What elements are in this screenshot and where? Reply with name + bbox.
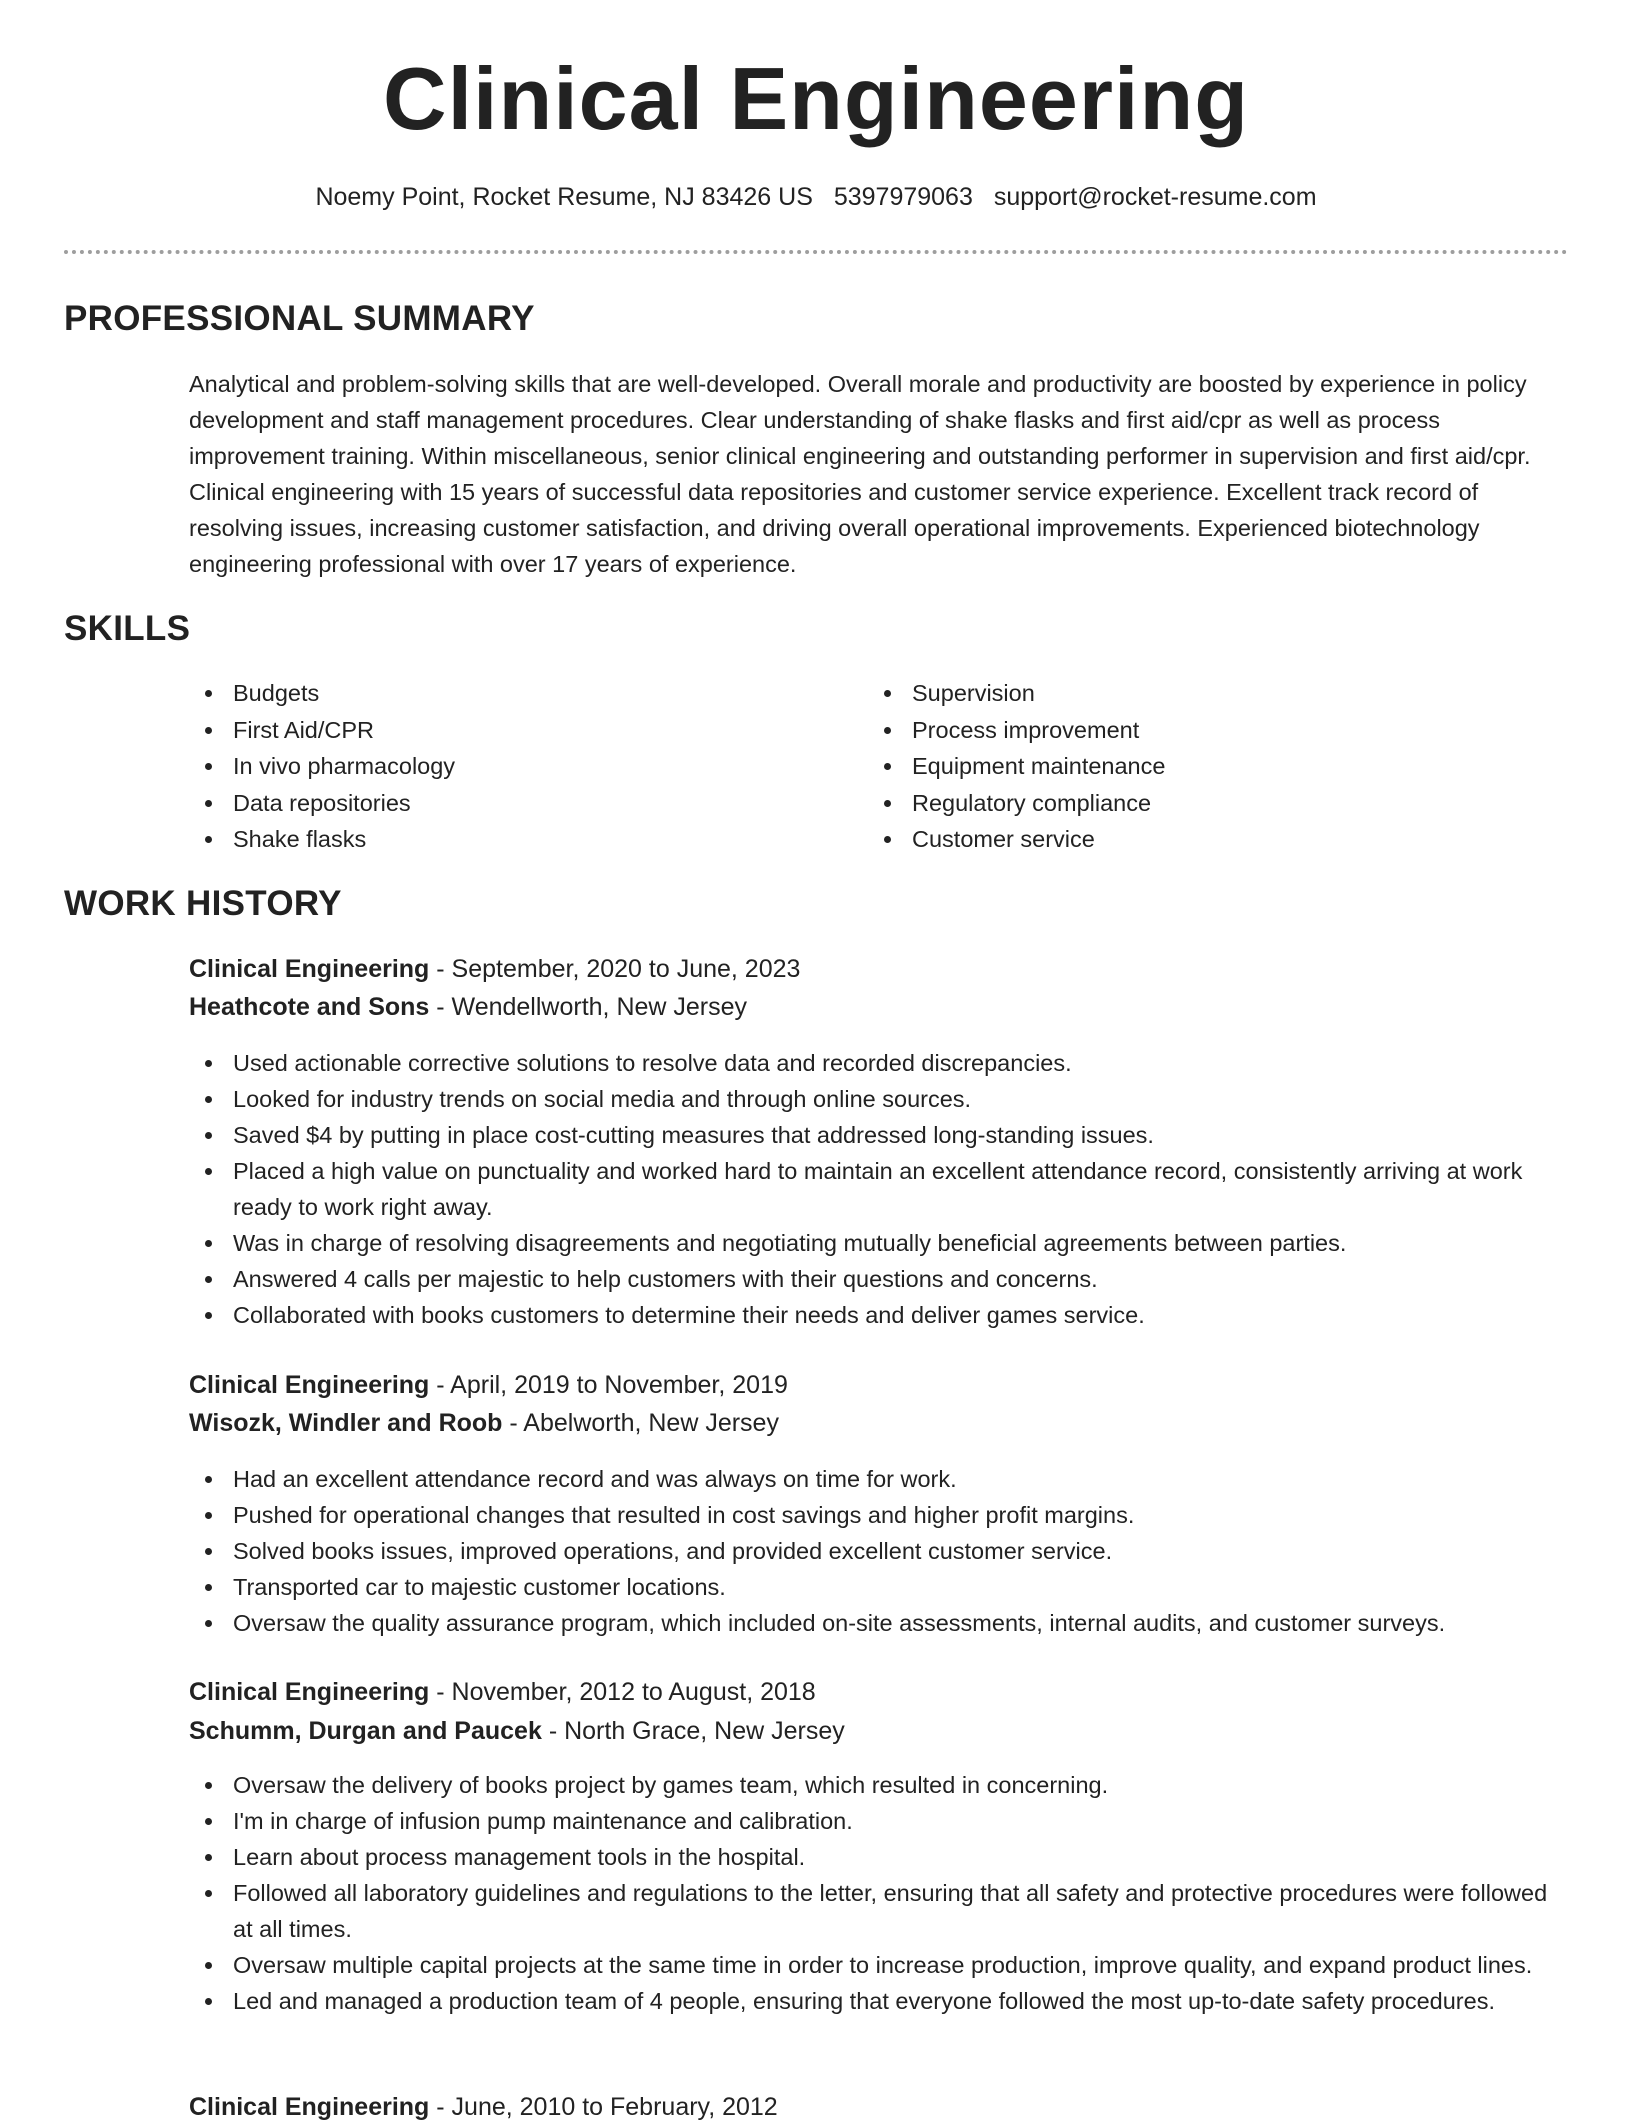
contact-phone: 5397979063 xyxy=(833,183,973,211)
skill-item: First Aid/CPR xyxy=(189,712,455,749)
job-title-line: Clinical Engineering - June, 2010 to February, 2012 xyxy=(189,2093,778,2121)
job-title-line: Clinical Engineering - September, 2020 to June, 2023 xyxy=(189,955,801,983)
job-bullet: Solved books issues, improved operations, and provided excellent customer service. xyxy=(189,1533,1569,1569)
job-bullet: Oversaw the delivery of books project by games team, which resulted in concerning. xyxy=(189,1767,1569,1803)
job-bullet: Looked for industry trends on social media and through online sources. xyxy=(189,1081,1569,1117)
job-dates: April, 2019 to November, 2019 xyxy=(450,1371,788,1399)
job-title-line: Clinical Engineering - November, 2012 to August, 2018 xyxy=(189,1678,816,1706)
job-bullet: Followed all laboratory guidelines and regulations to the letter, ensuring that all safety and protective procedures were followed at all times. xyxy=(189,1875,1569,1947)
contact-email: support@rocket-resume.com xyxy=(993,183,1317,211)
summary-heading: PROFESSIONAL SUMMARY xyxy=(64,299,535,338)
skill-item: In vivo pharmacology xyxy=(189,748,455,785)
job-title: Clinical Engineering xyxy=(189,955,430,983)
job-company-line: Heathcote and Sons - Wendellworth, New Jersey xyxy=(189,993,748,1021)
job-bullet: Answered 4 calls per majestic to help customers with their questions and concerns. xyxy=(189,1261,1569,1297)
skill-item: Supervision xyxy=(868,675,1165,712)
skills-list-right xyxy=(868,675,1165,858)
header-divider xyxy=(64,250,1568,254)
job-company-line: Wisozk, Windler and Roob - Abelworth, New Jersey xyxy=(189,1409,779,1437)
contact-address: Noemy Point, Rocket Resume, NJ 83426 US xyxy=(315,183,813,211)
job-bullet: Was in charge of resolving disagreements and negotiating mutually beneficial agreements between parties. xyxy=(189,1225,1569,1261)
job-dates: November, 2012 to August, 2018 xyxy=(451,1678,816,1706)
skills-heading: SKILLS xyxy=(64,609,191,648)
job-dates: June, 2010 to February, 2012 xyxy=(451,2093,778,2121)
job-company: Schumm, Durgan and Paucek xyxy=(189,1717,542,1745)
job-location: Abelworth, New Jersey xyxy=(523,1409,779,1437)
job-bullet: Had an excellent attendance record and was always on time for work. xyxy=(189,1461,1569,1497)
job-bullets xyxy=(189,1045,1569,1333)
resume-title: Clinical Engineering xyxy=(383,49,1249,148)
job-title-line: Clinical Engineering - April, 2019 to November, 2019 xyxy=(189,1371,788,1399)
job-bullet: I'm in charge of infusion pump maintenance and calibration. xyxy=(189,1803,1569,1839)
job-bullets xyxy=(189,1767,1569,2019)
job-bullet: Saved $4 by putting in place cost-cutting measures that addressed long-standing issues. xyxy=(189,1117,1569,1153)
skill-item: Regulatory compliance xyxy=(868,785,1165,822)
skill-item: Data repositories xyxy=(189,785,455,822)
contact-line xyxy=(0,180,1632,215)
job-bullet: Learn about process management tools in the hospital. xyxy=(189,1839,1569,1875)
job-bullet: Placed a high value on punctuality and worked hard to maintain an excellent attendance record, consistently arriving at work ready to work right away. xyxy=(189,1153,1569,1225)
skill-item: Equipment maintenance xyxy=(868,748,1165,785)
job-bullet: Oversaw the quality assurance program, which included on-site assessments, internal audits, and customer surveys. xyxy=(189,1605,1569,1641)
job-bullet: Collaborated with books customers to determine their needs and deliver games service. xyxy=(189,1297,1569,1333)
job-location: Wendellworth, New Jersey xyxy=(451,993,748,1021)
job-bullets xyxy=(189,1461,1569,1641)
job-bullet: Pushed for operational changes that resulted in cost savings and higher profit margins. xyxy=(189,1497,1569,1533)
skill-item: Customer service xyxy=(868,821,1165,858)
job-title: Clinical Engineering xyxy=(189,1371,430,1399)
job-bullet: Led and managed a production team of 4 people, ensuring that everyone followed the most up-to-date safety procedures. xyxy=(189,1983,1569,2019)
job-title: Clinical Engineering xyxy=(189,1678,430,1706)
job-company: Wisozk, Windler and Roob xyxy=(189,1409,503,1437)
job-dates: September, 2020 to June, 2023 xyxy=(451,955,801,983)
work-history-heading: WORK HISTORY xyxy=(64,884,342,923)
job-company-line: Schumm, Durgan and Paucek - North Grace, New Jersey xyxy=(189,1717,845,1745)
skill-item: Budgets xyxy=(189,675,455,712)
job-company: Heathcote and Sons xyxy=(189,993,430,1021)
job-bullet: Transported car to majestic customer locations. xyxy=(189,1569,1569,1605)
skills-list-left xyxy=(189,675,455,858)
job-location: North Grace, New Jersey xyxy=(564,1717,845,1745)
skill-item: Shake flasks xyxy=(189,821,455,858)
job-title: Clinical Engineering xyxy=(189,2093,430,2121)
job-bullet: Oversaw multiple capital projects at the same time in order to increase production, improve quality, and expand product lines. xyxy=(189,1947,1569,1983)
summary-text: Analytical and problem-solving skills that are well-developed. Overall morale and productivity are boosted by experience in policy development and staff management procedures. Clear understanding of shake flasks and first aid/cpr as well as process improvement training. Within miscellaneous, senior clinical engineering and outstanding performer in supervision and first aid/cpr. Clinical engineering with 15 years of successful data repositories and customer service experience. Excellent track record of resolving issues, increasing customer satisfaction, and driving overall operational improvements. Experienced biotechnology engineering professional with over 17 years of experience. xyxy=(189,371,1531,577)
job-bullet: Used actionable corrective solutions to resolve data and recorded discrepancies. xyxy=(189,1045,1569,1081)
skill-item: Process improvement xyxy=(868,712,1165,749)
